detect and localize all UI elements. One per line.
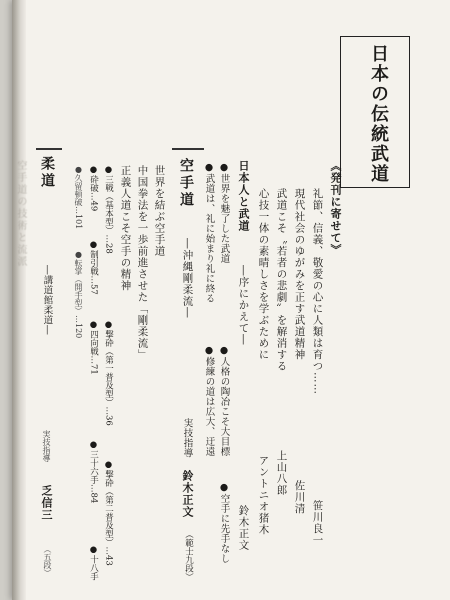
kata-item: ●十八手: [88, 545, 99, 581]
judo-instructor-label: 実技指導: [42, 430, 51, 462]
karate-rule: [172, 148, 204, 150]
greeting-author: 佐川清: [293, 480, 306, 515]
kata-item: ●三戦（基本型）…28: [103, 165, 114, 254]
greeting-heading: 《発刊に寄せて》: [329, 160, 342, 256]
kata-item: ●三十六手…84: [88, 440, 99, 504]
greeting-item: 心技一体の素晴しさを学ぶために: [257, 188, 270, 361]
greeting-author: 笹川良一: [311, 500, 324, 546]
kata-item: ●転掌（開手型）…120: [74, 250, 83, 339]
preface-author: 鈴木正文: [237, 505, 250, 551]
kata-item: ●撃砕（第一普及型）…36: [103, 320, 114, 426]
topic-item: ●武道は、礼に始まり礼に終る: [203, 162, 215, 304]
karate-intro: 中国拳法を一歩前進させた「剛柔流」: [136, 165, 149, 361]
judo-instructor: 乏信三: [40, 485, 53, 521]
judo-rule: [36, 148, 62, 150]
judo-heading: 柔道: [39, 156, 55, 190]
karate-heading: 空手道: [178, 158, 194, 209]
page-gutter: [12, 0, 26, 600]
karate-intro: 世界を結ぶ空手道: [153, 165, 166, 257]
karate-instructor-rank: （範士九段）: [183, 530, 194, 581]
greeting-author: アントニオ猪木: [257, 455, 270, 536]
greeting-item: 現代社会のゆがみを正す武道精神: [293, 188, 306, 361]
preface-label: ―序にかえて―: [237, 265, 250, 346]
karate-instructor: 鈴木正文: [181, 470, 194, 518]
greeting-item: 礼節、信義、敬愛の心に人類は育つ……: [311, 188, 324, 395]
topic-item: ●空手に先手なし: [218, 482, 230, 564]
prev-page-bleed: 空手道の技術と流派: [15, 160, 26, 268]
nihonjin-heading: 日本人と武道: [237, 160, 250, 232]
karate-intro: 正義人道こそ空手の精神: [119, 165, 132, 292]
topic-item: ●人格の陶冶こそ大目標: [218, 345, 230, 457]
kata-item: ●制引戦…57: [88, 240, 99, 295]
judo-subheading: ―講道館柔道―: [41, 265, 53, 335]
kata-item: ●砕破…49: [88, 165, 99, 212]
contents-page: [12, 0, 450, 600]
book-title: 日本の伝統武道: [368, 44, 389, 184]
karate-instructor-label: 実技指導: [181, 418, 193, 458]
kata-item: ●四向戦…71: [88, 320, 99, 375]
karate-subheading: ―沖縄剛柔流―: [181, 238, 194, 319]
greeting-item: 武道こそ〝若者の悲劇〟を解消する: [275, 188, 288, 372]
topic-item: ●世界を魅了した武道: [218, 162, 230, 264]
greeting-author: 上山八郎: [275, 450, 288, 496]
kata-item: ●撃砕（第二普及型）…43: [103, 460, 114, 566]
judo-instructor-rank: （五段）: [43, 545, 52, 577]
kata-item: ●久留頓破…101: [74, 165, 83, 230]
topic-item: ●修練の道は広大、迂遠: [203, 345, 215, 457]
